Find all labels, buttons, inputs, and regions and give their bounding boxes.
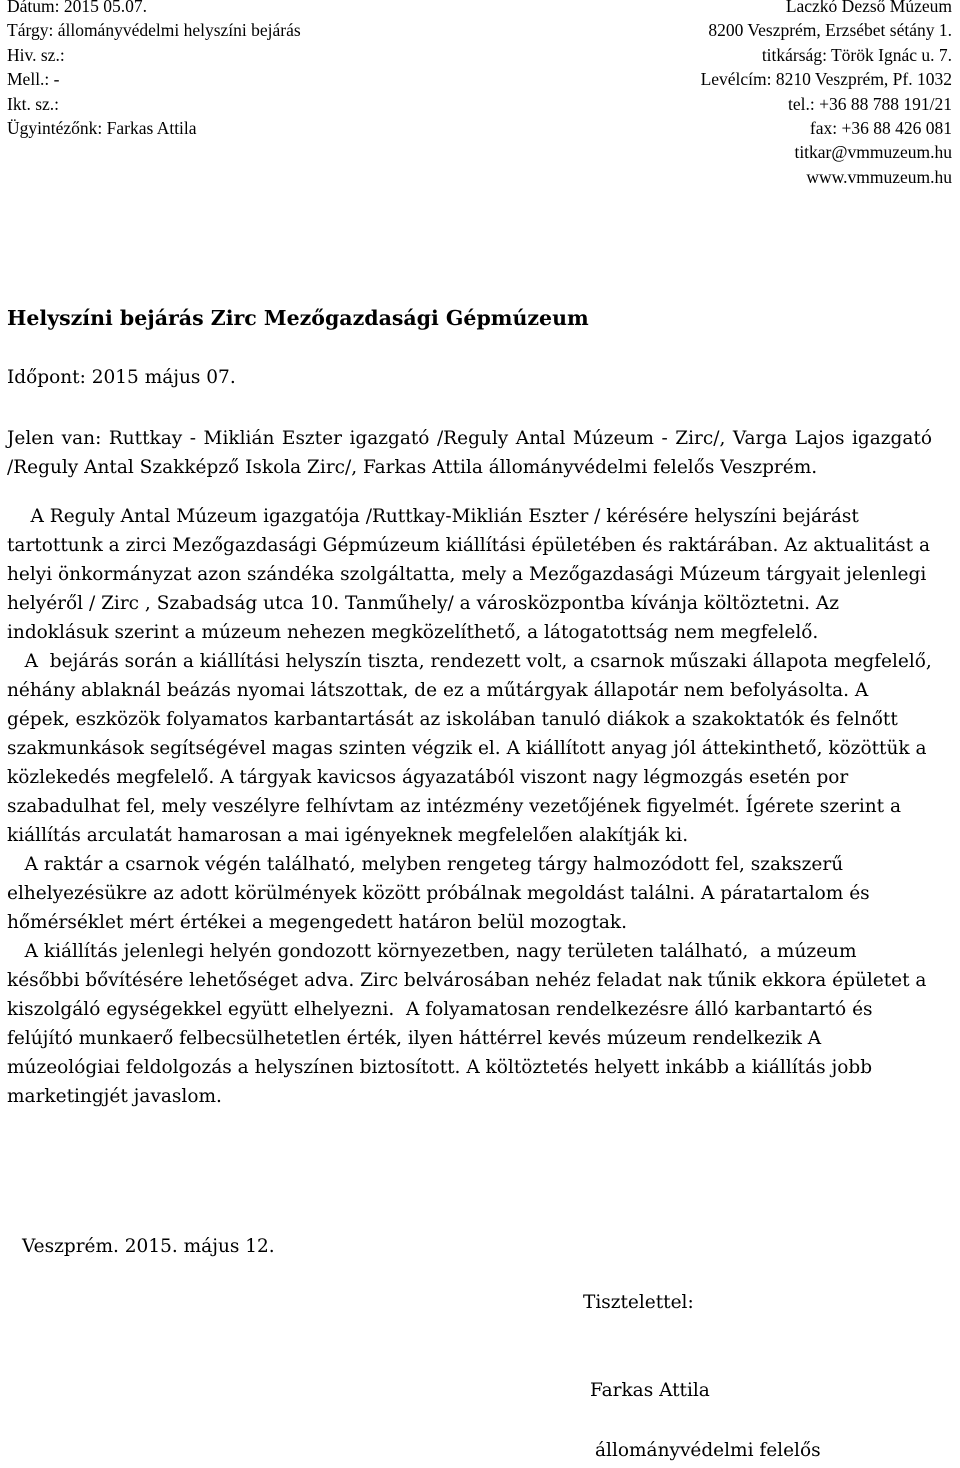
closing-greeting: Tisztelettel: xyxy=(583,1292,694,1313)
secretariat-address: titkárság: Török Ignác u. 7. xyxy=(761,44,952,65)
registry-number-line: Ikt. sz.: xyxy=(7,93,60,114)
email: titkar@vmmuzeum.hu xyxy=(794,142,952,163)
fax: fax: +36 88 426 081 xyxy=(809,117,952,138)
report-body xyxy=(7,424,932,1111)
attachment-line: Mell.: - xyxy=(7,69,60,90)
signer-name: Farkas Attila xyxy=(590,1380,710,1401)
inspection-date: Időpont: 2015 május 07. xyxy=(7,367,236,388)
date-line: Dátum: 2015 05.07. xyxy=(7,0,147,16)
signer-role: állományvédelmi felelős xyxy=(595,1440,821,1461)
postal-address: Levélcím: 8210 Veszprém, Pf. 1032 xyxy=(700,69,952,90)
institution-address xyxy=(700,0,952,187)
institution-street: 8200 Veszprém, Erzsébet sétány 1. xyxy=(708,20,952,41)
website: www.vmmuzeum.hu xyxy=(806,166,952,187)
attendees-paragraph: Jelen van: Ruttkay - Miklián Eszter igazgató /Reguly Antal Múzeum - Zirc/, Varga Lajos igazgató /Reguly Antal Szakképző Iskola Zirc/, Farkas Attila állományvédelmi felelős Veszprém. xyxy=(7,428,932,478)
reference-number-line: Hiv. sz.: xyxy=(7,44,65,65)
report-paragraph: A Reguly Antal Múzeum igazgatója /Ruttkay-Miklián Eszter / kérésére helyszíni bejárást tartottunk a zirci Mezőgazdasági Gépmúzeum kiállítási épületében és raktárában. Az aktualitást a helyi önkormányzat azon szándéka szolgáltatta, mely a Mezőgazdasági Múzeum tárgyait jelenlegi helyéről / Zirc , Szabadság utca 10. Tanműhely/ a városközpontba kívánja költöztetni. Az indoklásuk szerint a múzeum nehezen megközelíthető, a látogatottság nem megfelelő. A bejárás során a kiállítási helyszín tiszta, rendezett volt, a csarnok műszaki állapota megfelelő, néhány ablaknál beázás nyomai látszottak, de ez a műtárgyak állapotár nem befolyásolta. A gépek, eszközök folyamatos karbantartását az iskolában tanuló diákok a szakoktatók és felnőtt szakmunkások segítségével magas szinten végzik el. A kiállított anyag jól áttekinthető, közöttük a közlekedés megfelelő. A tárgyak kavicsos ágyazatából viszont nagy légmozgás esetén por szabadulhat fel, mely veszélyre felhívtam az intézmény vezetőjének figyelmét. Ígérete szerint a kiállítás arculatát hamarosan a mai igényeknek megfelelően alakítják ki. A raktár a csarnok végén található, melyben rengeteg tárgy halmozódott fel, szakszerű elhelyezésükre az adott körülmények között próbálnak megoldást találni. A páratartalom és hőmérséklet mért értékei a megengedett határon belül mozogtak. A kiállítás jelenlegi helyén gondozott környezetben, nagy területen található, a múzeum későbbi bővítésére lehetőséget adva. Zirc belvárosában nehéz feladat nak tűnik ekkora épületet a kiszolgáló egységekkel együtt elhelyezni. A folyamatosan rendelkezésre álló karbantartó és felújító munkaerő felbecsülhetetlen érték, ilyen háttérrel kevés múzeum rendelkezik A múzeológiai feldolgozás a helyszínen biztosított. A költöztetés helyett inkább a kiállítás jobb marketingjét javaslom. xyxy=(7,506,932,1107)
case-officer-line: Ügyintézőnk: Farkas Attila xyxy=(7,117,197,138)
document-metadata xyxy=(7,0,301,138)
document-title: Helyszíni bejárás Zirc Mezőgazdasági Gépmúzeum xyxy=(7,306,589,330)
subject-line: Tárgy: állományvédelmi helyszíni bejárás xyxy=(7,20,301,41)
institution-name: Laczkó Dezső Múzeum xyxy=(785,0,952,16)
phone: tel.: +36 88 788 191/21 xyxy=(788,93,952,114)
place-and-date: Veszprém. 2015. május 12. xyxy=(22,1236,275,1257)
